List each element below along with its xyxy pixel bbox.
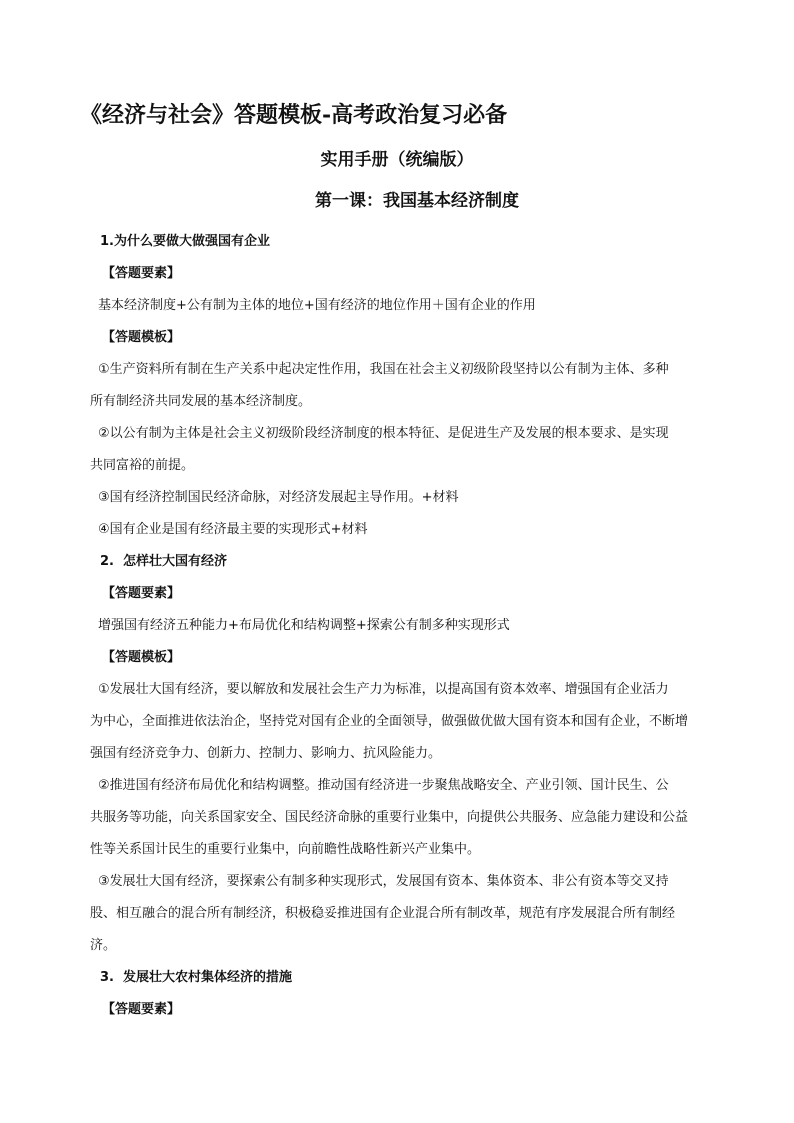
paragraph-line: 共同富裕的前提。: [90, 458, 195, 473]
paragraph-line: ③发展壮大国有经济，要探索公有制多种实现形式，发展国有资本、集体资本、非公有资本等交叉持: [98, 874, 669, 889]
answer-elements-label: 【答题要素】: [102, 586, 181, 601]
paragraph-line: 共服务等功能，向关系国家安全、国民经济命脉的重要行业集中，向提供公共服务、应急能力建设和公益: [90, 810, 689, 825]
section-question: 1.为什么要做大做强国有企业: [100, 234, 270, 249]
answer-elements-text: 基本经济制度+公有制为主体的地位+国有经济的地位作用＋国有企业的作用: [98, 298, 536, 313]
template-paragraph: [98, 514, 718, 546]
answer-template-label: 【答题模板】: [102, 330, 181, 345]
paragraph-line: ①发展壮大国有经济，要以解放和发展社会生产力为标准，以提高国有资本效率、增强国有企业活力: [98, 682, 669, 697]
template-paragraph: [90, 418, 718, 482]
answer-template-label: 【答题模板】: [102, 650, 181, 665]
paragraph-line: ②推进国有经济布局优化和结构调整。推动国有经济进一步聚焦战略安全、产业引领、国计民生、公: [98, 778, 669, 793]
paragraph-line: 股、相互融合的混合所有制经济，积极稳妥推进国有企业混合所有制改革，规范有序发展混合所有制经: [90, 906, 676, 921]
answer-elements-label: 【答题要素】: [102, 266, 181, 281]
template-paragraph: [90, 354, 718, 418]
paragraph-line: 为中心，全面推进依法治企，坚持党对国有企业的全面领导，做强做优做大国有资本和国有企业，不断增: [90, 714, 689, 729]
template-paragraph: [90, 770, 718, 866]
answer-elements-text: 增强国有经济五种能力+布局优化和结构调整+探索公有制多种实现形式: [98, 618, 510, 633]
paragraph-line: ④国有企业是国有经济最主要的实现形式+材料: [98, 522, 368, 537]
paragraph-line: ①生产资料所有制在生产关系中起决定性作用，我国在社会主义初级阶段坚持以公有制为主体、多种: [98, 362, 669, 377]
document-body: [90, 226, 718, 1026]
answer-elements-label: 【答题要素】: [102, 1002, 181, 1017]
template-paragraph: [90, 674, 718, 770]
template-paragraph: [98, 482, 718, 514]
lesson-title: 第一课：我国基本经济制度: [315, 191, 519, 211]
template-paragraph: [90, 866, 718, 962]
document-subtitle: 实用手册（统编版）: [320, 150, 474, 170]
section-question: 3. 发展壮大农村集体经济的措施: [100, 970, 293, 985]
paragraph-line: ②以公有制为主体是社会主义初级阶段经济制度的根本特征、是促进生产及发展的根本要求、是实现: [98, 426, 669, 441]
paragraph-line: 济。: [90, 938, 117, 953]
paragraph-line: ③国有经济控制国民经济命脉，对经济发展起主导作用。+材料: [98, 490, 459, 505]
paragraph-line: 所有制经济共同发展的基本经济制度。: [90, 394, 312, 409]
paragraph-line: 强国有经济竞争力、创新力、控制力、影响力、抗风险能力。: [90, 746, 442, 761]
paragraph-line: 性等关系国计民生的重要行业集中，向前瞻性战略性新兴产业集中。: [90, 842, 481, 857]
section-question: 2. 怎样壮大国有经济: [100, 554, 228, 569]
document-title: 《经济与社会》答题模板-高考政治复习必备: [80, 102, 508, 128]
